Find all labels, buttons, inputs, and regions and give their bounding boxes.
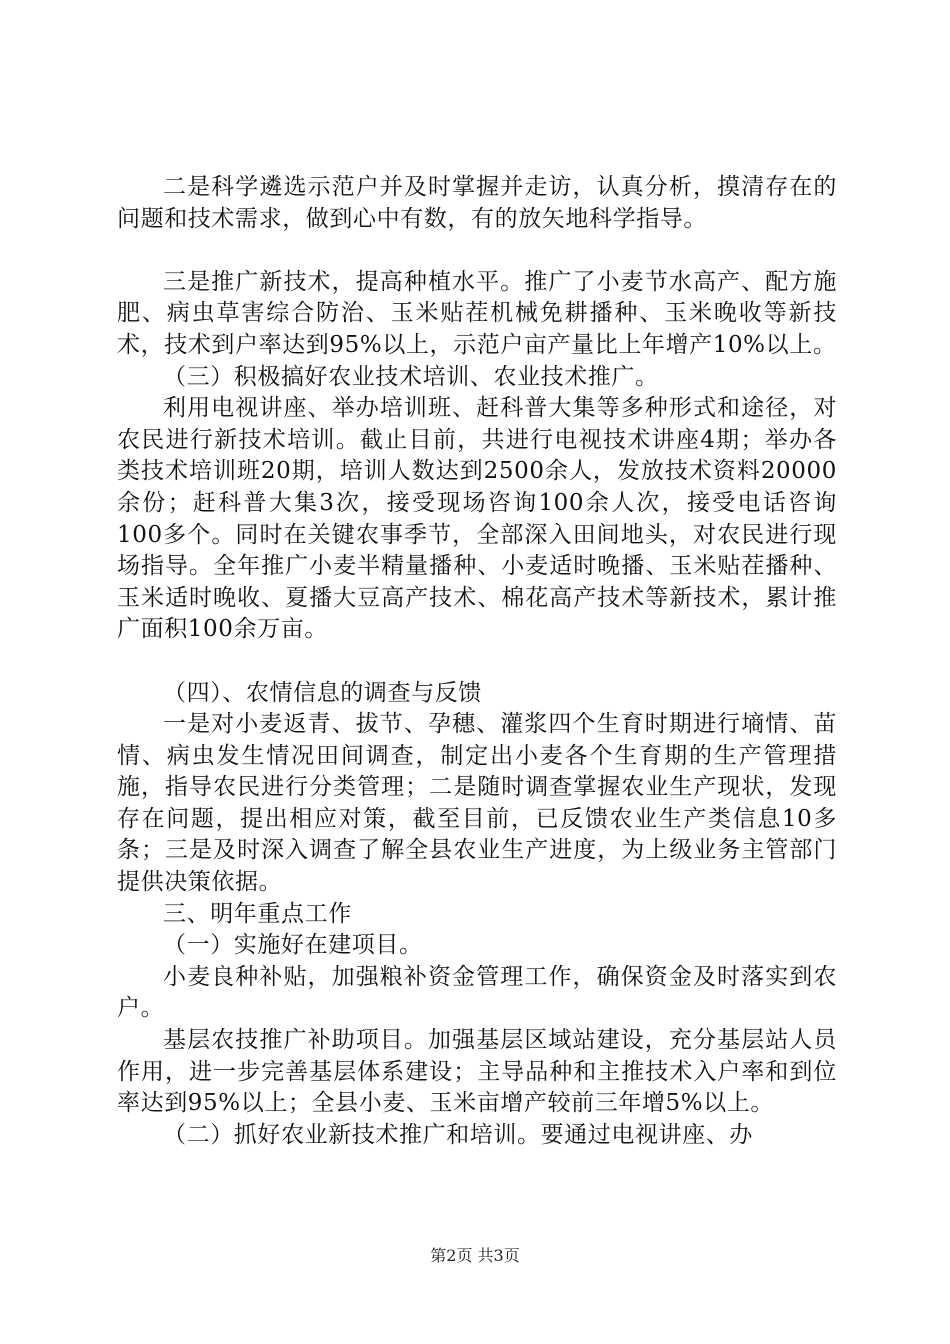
paragraph-spacer [117,235,837,267]
page-number-footer: 第2页 共3页 [430,1246,520,1265]
subheading-projects: （一）实施好在建项目。 [163,932,423,959]
paragraph-training-details: 利用电视讲座、举办培训班、赶科普大集等多种形式和途径，对农民进行新技术培训。截止目前，共进行电视技术讲座4期；举办各类技术培训班20期，培训人数达到2500余人，发放技术资料20000余份；赶科普大集3次，接受现场咨询100余人次，接受电话咨询100多个。同时在关键农事季节，全部深入田间地头，对农民进行现场指导。全年推广小麦半精量播种、小麦适时晚播、玉米贴茬播种、玉米适时晚收、夏播大豆高产技术、棉花高产技术等新技术，累计推广面积100余万亩。 [117,395,837,643]
document-body [117,172,837,1151]
section-heading-training: （三）积极搞好农业技术培训、农业技术推广。 [163,363,659,390]
paragraph-demonstration-households: 二是科学遴选示范户并及时掌握并走访，认真分析，摸清存在的问题和技术需求，做到心中有数，有的放矢地科学指导。 [117,174,837,232]
section-heading-agri-info: （四）、农情信息的调查与反馈 [163,679,482,706]
paragraph-spacer [117,646,837,678]
paragraph-agri-info-details: 一是对小麦返青、拔节、孕穗、灌浆四个生育时期进行墒情、苗情、病虫发生情况田间调查，制定出小麦各个生育期的生产管理措施，指导农民进行分类管理；二是随时调查掌握农业生产现状，发现存在问题，提出相应对策，截至目前，已反馈农业生产类信息10多条；三是及时深入调查了解全县农业生产进度，为上级业务主管部门提供决策依据。 [117,711,837,896]
subheading-promotion-training: （二）抓好农业新技术推广和培训。要通过电视讲座、办 [163,1121,753,1148]
paragraph-new-technology: 三是推广新技术，提高种植水平。推广了小麦节水高产、配方施肥、病虫草害综合防治、玉米贴茬机械免耕播种、玉米晚收等新技术，技术到户率达到95%以上，示范户亩产量比上年增产10%以上。 [117,268,837,358]
section-heading-next-year: 三、明年重点工作 [163,900,352,927]
paragraph-extension-project: 基层农技推广补助项目。加强基层区域站建设，充分基层站人员作用，进一步完善基层体系建设；主导品种和主推技术入户率和到位率达到95%以上；全县小麦、玉米亩增产较前三年增5%以上。 [117,1027,837,1117]
paragraph-seed-subsidy: 小麦良种补贴，加强粮补资金管理工作，确保资金及时落实到农户。 [117,963,837,1022]
